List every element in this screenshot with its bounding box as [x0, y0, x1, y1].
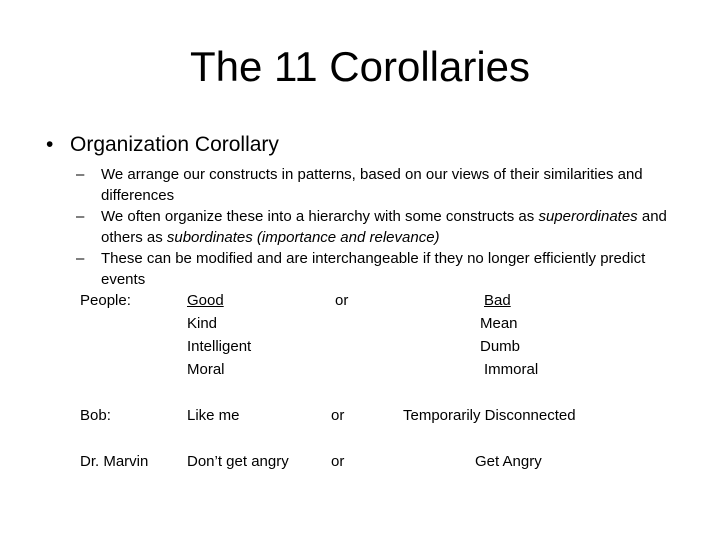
people-right-item: Mean — [480, 315, 518, 332]
bob-right: Temporarily Disconnected — [403, 407, 576, 424]
people-left-item: Intelligent — [187, 338, 252, 355]
people-label: People: — [80, 292, 131, 309]
marvin-right: Get Angry — [475, 453, 542, 470]
sub-point-text-part: We often organize these into a hierarchy with some constructs as — [101, 208, 539, 225]
sub-point — [76, 248, 686, 290]
bob-label: Bob: — [80, 407, 111, 424]
people-right-item: Bad — [484, 292, 511, 309]
people-left-item: Good — [187, 292, 224, 309]
bullet-marker: • — [46, 133, 54, 156]
bob-left: Like me — [187, 407, 240, 424]
bob-or: or — [331, 407, 345, 424]
people-left-item: Moral — [187, 361, 225, 378]
marvin-left: Don’t get angry — [187, 453, 289, 470]
sub-point-text — [101, 206, 686, 248]
sub-point-text: We arrange our constructs in patterns, based on our views of their similarities and differences — [101, 166, 643, 204]
sub-point-text-part: and others as — [101, 208, 667, 246]
sub-point-italic: subordinates (importance and relevance) — [166, 229, 440, 246]
main-bullet-text: Organization Corollary — [70, 133, 279, 156]
sub-point — [76, 164, 686, 206]
dash-marker: – — [76, 208, 85, 225]
dash-marker: – — [76, 166, 85, 183]
sub-point-italic: superordinates — [538, 208, 638, 225]
marvin-label: Dr. Marvin — [80, 453, 149, 470]
people-or: or — [335, 292, 349, 309]
dash-marker: – — [76, 250, 85, 267]
people-right-item: Dumb — [480, 338, 521, 355]
people-right-item: Immoral — [484, 361, 539, 378]
sub-point — [76, 206, 686, 248]
slide-title: The 11 Corollaries — [189, 43, 531, 90]
sub-point-text: These can be modified and are interchangeable if they no longer efficiently predict events — [101, 250, 646, 288]
people-left-item: Kind — [187, 315, 218, 332]
marvin-or: or — [331, 453, 345, 470]
main-bullet — [46, 131, 279, 159]
